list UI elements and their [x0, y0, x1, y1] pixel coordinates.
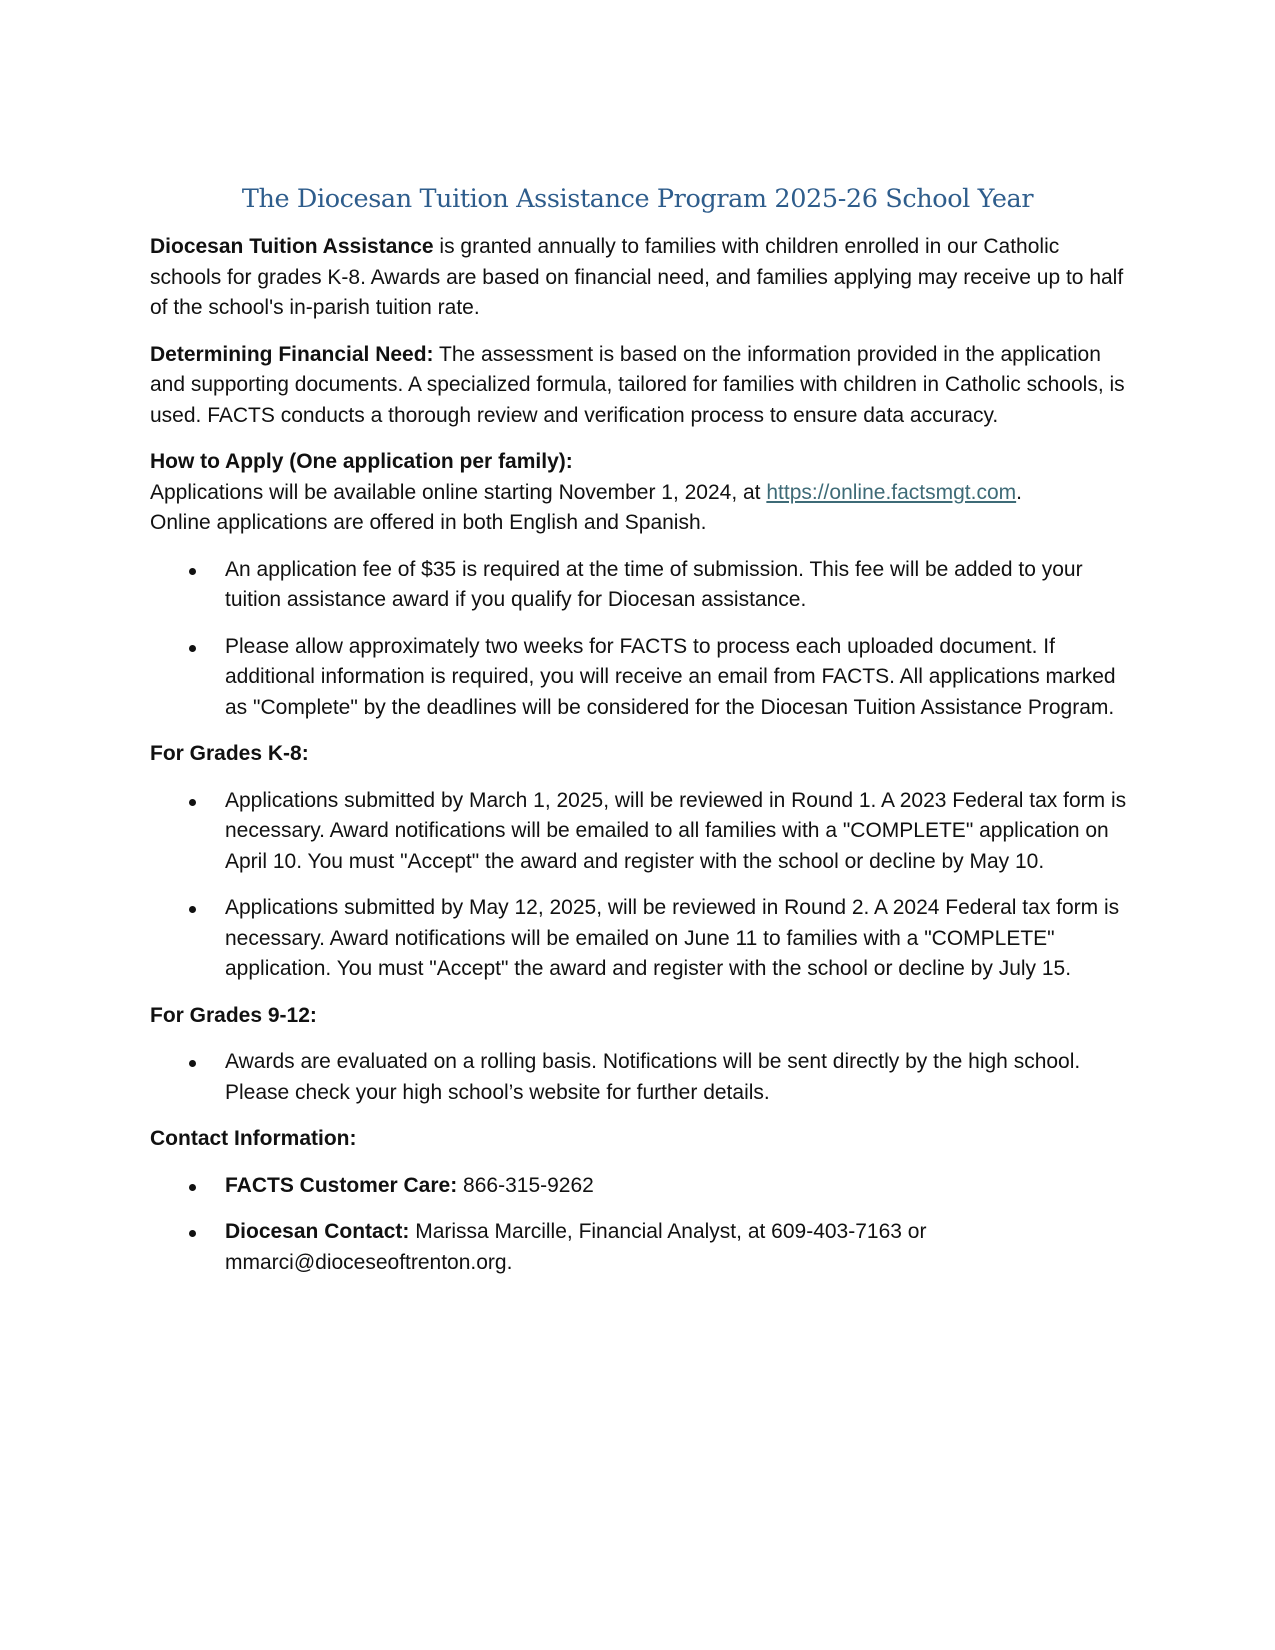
grades-k8-heading: For Grades K-8: — [150, 742, 309, 765]
intro-text: is granted annually to families with children enrolled in our Catholic schools for grades K-8. Awards are based on financial need, and families applying may receive up to half of the school's in-parish tuition rate. — [150, 235, 1124, 319]
grades-912-section — [150, 1001, 1130, 1109]
list-item-text: Applications submitted by May 12, 2025, will be reviewed in Round 2. A 2024 Federal tax form is necessary. Award notifications will be emailed on June 11 to families with a "COMPLETE" application. You must "Accept" the award and register with the school or decline by July 15. — [225, 896, 1120, 980]
how-to-apply-line1 — [150, 478, 1130, 509]
grades-912-heading: For Grades 9-12: — [150, 1003, 317, 1027]
bullet-icon — [189, 645, 196, 652]
financial-need-paragraph — [150, 340, 1130, 432]
how-to-apply-text: Applications will be available online starting November 1, 2024, at — [150, 480, 767, 504]
document-title: The Diocesan Tuition Assistance Program 2025-26 School Year — [241, 184, 1034, 214]
document-body — [150, 232, 1130, 1294]
intro-bold: Diocesan Tuition Assistance — [150, 235, 434, 258]
list-item-text: An application fee of $35 is required at the time of submission. This fee will be added to your tuition assistance award if you qualify for Diocesan assistance. — [225, 557, 1083, 611]
list-item — [150, 1047, 1130, 1108]
how-to-apply-list — [150, 555, 1130, 724]
list-item-text: Please allow approximately two weeks for FACTS to process each uploaded document. If additional information is required, you will receive an email from FACTS. All applications marked as "Complete" by the deadlines will be considered for the Diocesan Tuition Assistance Program. — [225, 634, 1116, 719]
list-item — [150, 893, 1130, 985]
contact-item-facts — [150, 1171, 1130, 1202]
intro-paragraph — [150, 232, 1130, 324]
contact-item-diocesan — [150, 1217, 1130, 1278]
list-item-text: Awards are evaluated on a rolling basis. Notifications will be sent directly by the high school. Please check your high school’s website for further details. — [225, 1050, 1081, 1104]
bullet-icon — [189, 568, 196, 575]
list-item — [150, 632, 1130, 724]
bullet-icon — [189, 799, 196, 806]
grades-k8-list — [150, 786, 1130, 985]
contact-list — [150, 1171, 1130, 1279]
contact-heading: Contact Information: — [150, 1127, 357, 1150]
how-to-apply-heading: How to Apply (One application per family): — [150, 450, 573, 473]
period: . — [1016, 480, 1022, 504]
grades-k8-section — [150, 739, 1130, 985]
contact-section — [150, 1124, 1130, 1278]
how-to-apply-section — [150, 447, 1130, 723]
contact-phone: 866-315-9262 — [457, 1173, 594, 1197]
bullet-icon — [189, 1230, 196, 1237]
financial-need-label: Determining Financial Need: — [150, 342, 434, 366]
bullet-icon — [189, 906, 196, 913]
list-item-text: Applications submitted by March 1, 2025, will be reviewed in Round 1. A 2023 Federal tax form is necessary. Award notifications will be emailed to all families with a "COMPLETE" application on April 10. You must "Accept" the award and register with the school or decline by May 10. — [225, 788, 1127, 873]
how-to-apply-line2: Online applications are offered in both English and Spanish. — [150, 511, 707, 534]
contact-label: Diocesan Contact: — [225, 1220, 410, 1243]
facts-link[interactable]: https://online.factsmgt.com — [766, 480, 1017, 504]
contact-details: Marissa Marcille, Financial Analyst, at 609-403-7163 or mmarci@dioceseoftrenton.org. — [225, 1220, 927, 1274]
bullet-icon — [189, 1060, 196, 1067]
list-item — [150, 786, 1130, 878]
list-item — [150, 555, 1130, 616]
financial-need-text: The assessment is based on the information provided in the application and supporting documents. A specialized formula, tailored for families with children in Catholic schools, is used. FACTS conducts a thorough review and verification process to ensure data accuracy. — [150, 342, 1125, 427]
contact-label: FACTS Customer Care: — [225, 1173, 458, 1197]
grades-912-list — [150, 1047, 1130, 1108]
bullet-icon — [189, 1184, 196, 1191]
